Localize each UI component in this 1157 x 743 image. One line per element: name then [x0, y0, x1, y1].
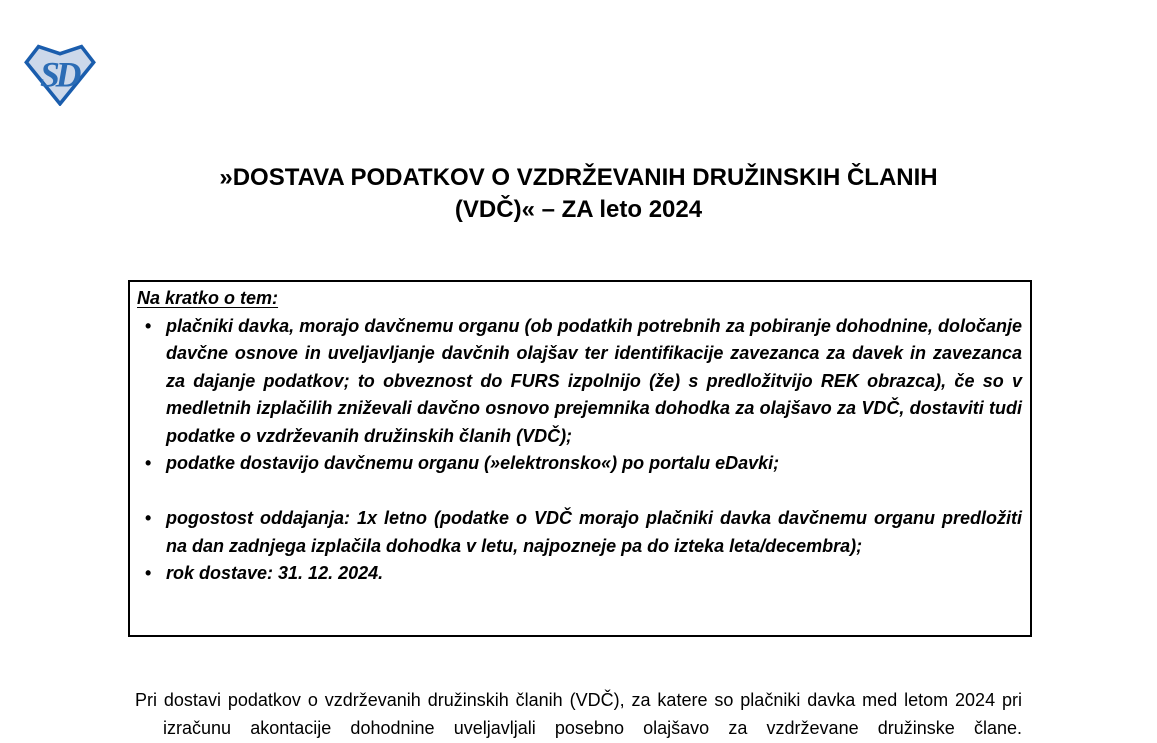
- list-item: [137, 450, 1022, 478]
- page-title: [0, 162, 1157, 226]
- bullet-icon: •: [145, 315, 152, 336]
- bullet-text: pogostost oddajanja: 1x letno (podatke o VDČ morajo plačniki davka davčnemu organu predložiti na dan zadnjega izplačila dohodka v letu, najpozneje pa do izteka leta/decembra);: [166, 508, 1022, 556]
- logo-letters: SD: [39, 54, 78, 95]
- shield-icon: [24, 43, 96, 106]
- list-item: [137, 505, 1022, 560]
- bullet-icon: •: [145, 453, 152, 473]
- summary-bullet-list: [137, 313, 1022, 588]
- summary-box-heading: Na kratko o tem:: [137, 288, 279, 308]
- page-title-line-1: »DOSTAVA PODATKOV O VZDRŽEVANIH DRUŽINSKIH ČLANIH: [219, 164, 938, 191]
- sd-logo: [24, 43, 96, 106]
- bullet-text: plačniki davka, morajo davčnemu organu (ob podatkih potrebnih za pobiranje dohodnine, določanje davčne osnove in uveljavljanje davčnih olajšav ter identifikacije zavezanca za davek in zavezanca za dajanje podatkov; to obveznost do FURS izpolnijo (že) s predložitvijo REK obrazca), če so v medletnih izplačilih zniževali davčno osnovo prejemnika dohodka za olajšavo za VDČ, dostaviti tudi podatke o vzdrževanih družinskih članih (VDČ);: [166, 315, 1022, 446]
- bullet-icon: •: [145, 563, 152, 583]
- list-item: [137, 313, 1022, 451]
- summary-box: [128, 280, 1032, 637]
- bullet-text: rok dostave: 31. 12. 2024.: [166, 563, 384, 583]
- page-title-line-2: (VDČ)« – ZA leto 2024: [454, 196, 703, 223]
- list-item: [137, 560, 1022, 588]
- bullet-text: podatke dostavijo davčnemu organu (»elektronsko«) po portalu eDavki;: [166, 453, 780, 473]
- bullet-icon: •: [145, 508, 152, 528]
- body-paragraph: Pri dostavi podatkov o vzdrževanih družinskih članih (VDČ), za katere so plačniki davka med letom 2024 pri izračunu akontacije dohodnine uveljavljali posebno olajšavo za vzdrževane družinske člane.: [135, 690, 1022, 738]
